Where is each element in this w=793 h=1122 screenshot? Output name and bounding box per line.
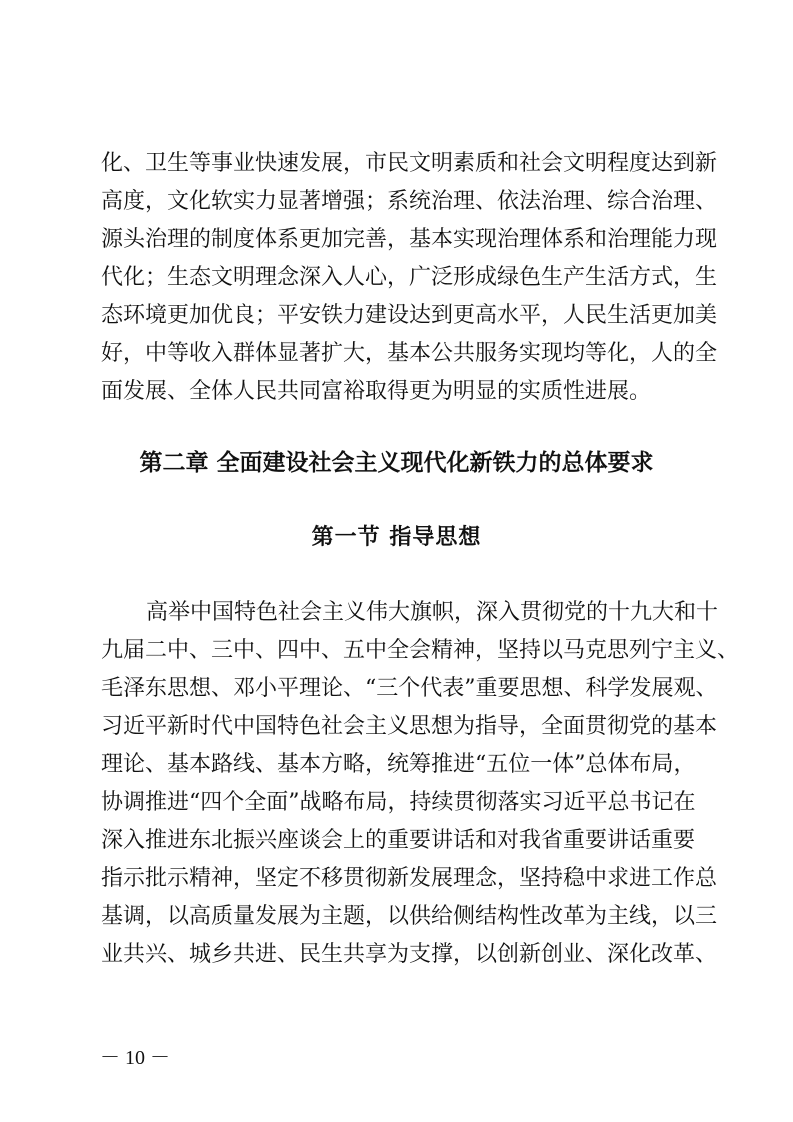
- chapter-heading: 第二章 全面建设社会主义现代化新铁力的总体要求: [139, 450, 654, 476]
- text-line: 理论、基本路线、基本方略，统筹推进“五位一体”总体布局，: [101, 752, 696, 777]
- text-line: 代化；生态文明理念深入人心，广泛形成绿色生产生活方式，生: [101, 265, 718, 290]
- text-line: 源头治理的制度体系更加完善，基本实现治理体系和治理能力现: [101, 227, 718, 252]
- text-line: 九届二中、三中、四中、五中全会精神，坚持以马克思列宁主义、: [101, 638, 740, 663]
- section-heading: 第一节 指导思想: [311, 524, 482, 550]
- text-line: 高度，文化软实力显著增强；系统治理、依法治理、综合治理、: [101, 189, 718, 214]
- text-line: 面发展、全体人民共同富裕取得更为明显的实质性进展。: [101, 379, 652, 404]
- text-line: 深入推进东北振兴座谈会上的重要讲话和对我省重要讲话重要: [101, 828, 696, 853]
- text-line: 化、卫生等事业快速发展，市民文明素质和社会文明程度达到新: [101, 151, 718, 176]
- text-line: 基调，以高质量发展为主题，以供给侧结构性改革为主线，以三: [101, 904, 718, 929]
- text-line: 指示批示精神，坚定不移贯彻新发展理念，坚持稳中求进工作总: [101, 866, 718, 891]
- text-line: 高举中国特色社会主义伟大旗帜，深入贯彻党的十九大和十: [146, 600, 719, 625]
- text-line: 习近平新时代中国特色社会主义思想为指导，全面贯彻党的基本: [101, 714, 718, 739]
- text-line: 业共兴、城乡共进、民生共享为支撑，以创新创业、深化改革、: [101, 942, 718, 967]
- text-line: 协调推进“四个全面”战略布局，持续贯彻落实习近平总书记在: [101, 790, 696, 815]
- text-line: 毛泽东思想、邓小平理论、“三个代表”重要思想、科学发展观、: [101, 676, 718, 701]
- page-number: － 10 －: [100, 1047, 170, 1069]
- text-line: 态环境更加优良；平安铁力建设达到更高水平，人民生活更加美: [101, 303, 718, 328]
- text-line: 好，中等收入群体显著扩大，基本公共服务实现均等化，人的全: [101, 341, 718, 366]
